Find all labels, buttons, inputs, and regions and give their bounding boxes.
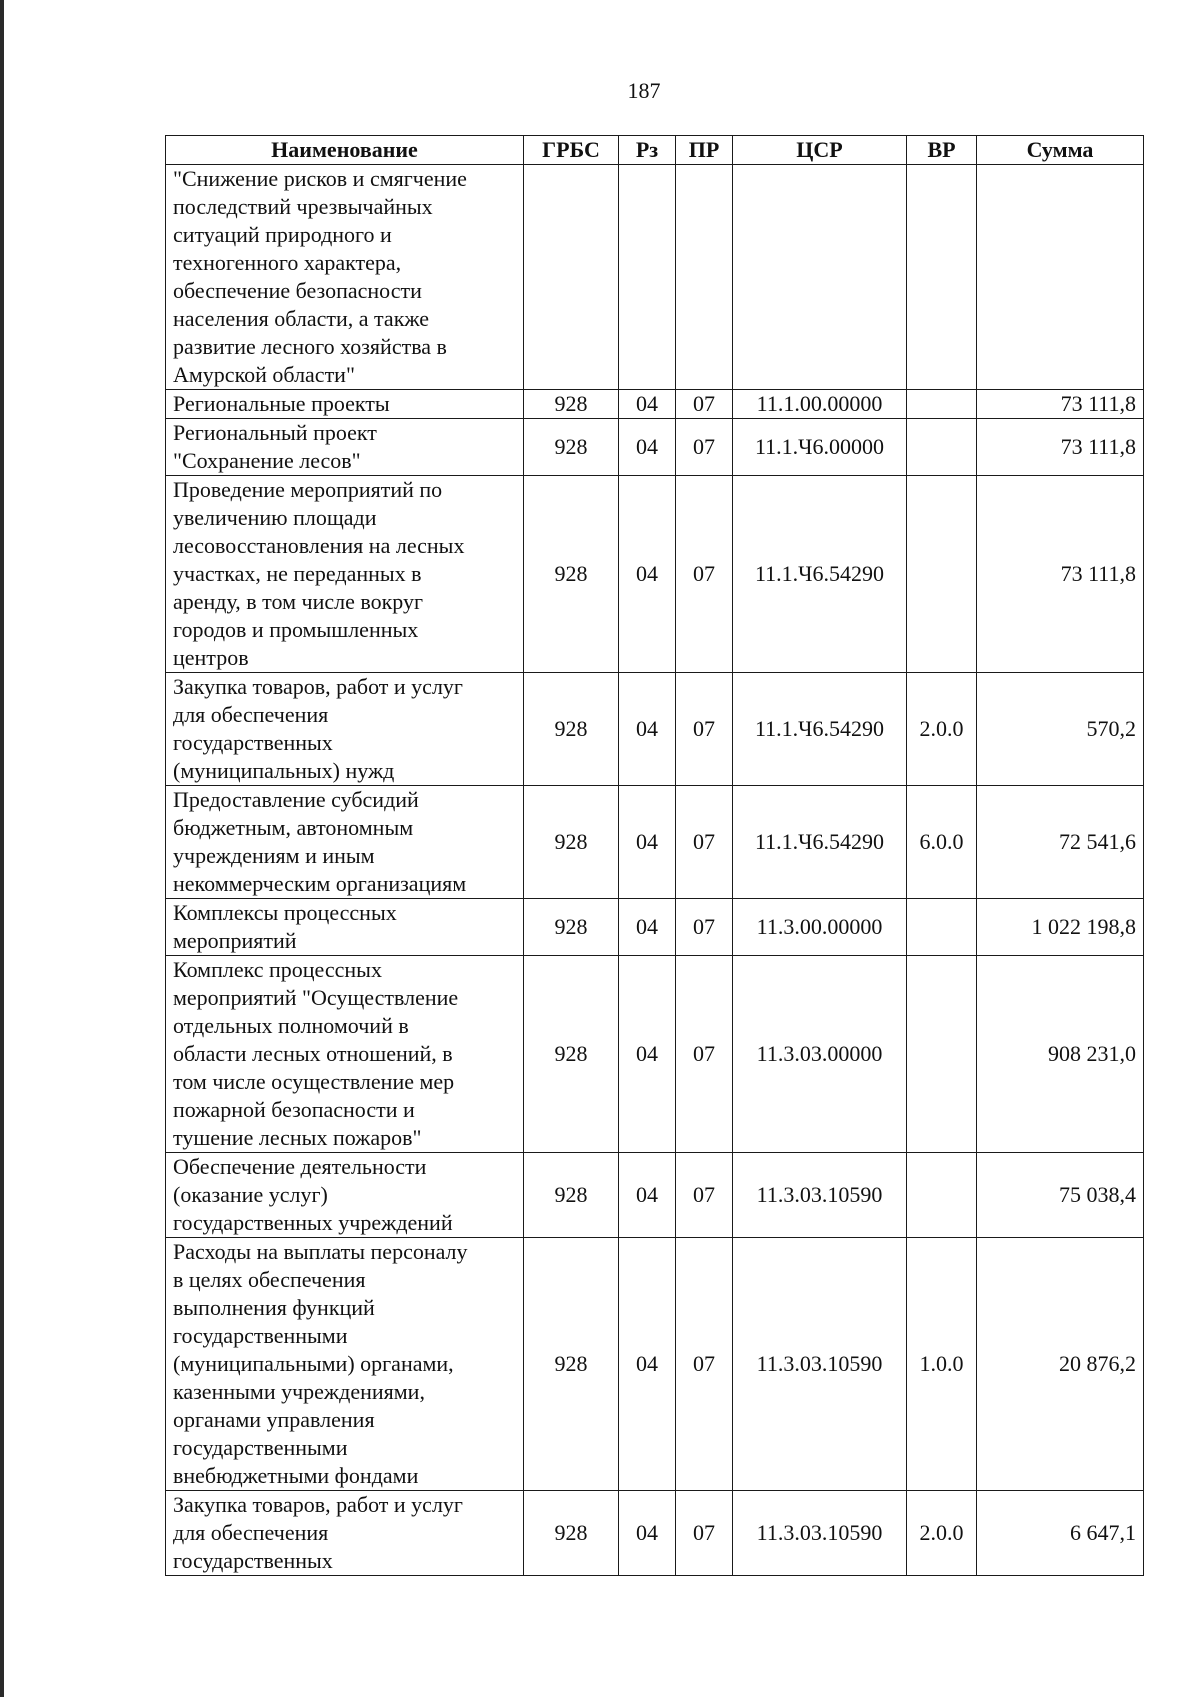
row-csr-cell: 11.3.03.10590 [733,1491,907,1576]
table-row [166,1153,1144,1238]
row-name-line: Региональный проект [173,420,377,445]
table-row [166,476,1144,673]
header-row [166,136,1144,165]
row-pr-cell: 07 [676,786,733,899]
row-sum-cell: 6 647,1 [977,1491,1144,1576]
row-name-line: государственных [173,1548,333,1573]
column-header-csr: ЦСР [733,136,907,165]
row-name-cell [166,673,524,786]
row-csr-cell [733,165,907,390]
table-row [166,390,1144,419]
row-name-line: ситуаций природного и [173,222,392,247]
row-rz-cell: 04 [619,1238,676,1491]
row-name-cell [166,956,524,1153]
row-vr-cell [907,899,977,956]
row-sum-cell: 570,2 [977,673,1144,786]
row-name-line: (муниципальными) органами, [173,1351,454,1376]
row-grbs-cell: 928 [524,390,619,419]
row-rz-cell [619,165,676,390]
row-sum-cell: 73 111,8 [977,476,1144,673]
row-pr-cell [676,165,733,390]
row-rz-cell: 04 [619,786,676,899]
row-name-line: увеличению площади [173,505,377,530]
row-grbs-cell: 928 [524,956,619,1153]
table-row [166,1491,1144,1576]
row-grbs-cell: 928 [524,1153,619,1238]
row-name-line: в целях обеспечения [173,1267,366,1292]
row-rz-cell: 04 [619,419,676,476]
row-name-line: государственными [173,1435,348,1460]
row-name-line: Расходы на выплаты персоналу [173,1239,468,1264]
row-vr-cell [907,1153,977,1238]
row-name-line: казенными учреждениями, [173,1379,425,1404]
row-name-line: органами управления [173,1407,375,1432]
row-name-line: пожарной безопасности и [173,1097,415,1122]
row-rz-cell: 04 [619,899,676,956]
row-pr-cell: 07 [676,476,733,673]
row-pr-cell: 07 [676,1153,733,1238]
row-sum-cell: 73 111,8 [977,390,1144,419]
row-sum-cell: 73 111,8 [977,419,1144,476]
row-name-line: для обеспечения [173,1520,329,1545]
table-row [166,786,1144,899]
column-header-rz: Рз [619,136,676,165]
row-name-cell [166,899,524,956]
row-vr-cell [907,390,977,419]
row-rz-cell: 04 [619,1153,676,1238]
row-csr-cell: 11.3.00.00000 [733,899,907,956]
row-vr-cell: 6.0.0 [907,786,977,899]
row-name-line: для обеспечения [173,702,329,727]
row-grbs-cell: 928 [524,419,619,476]
row-grbs-cell [524,165,619,390]
row-name-line: центров [173,645,249,670]
row-grbs-cell: 928 [524,673,619,786]
row-name-line: Закупка товаров, работ и услуг [173,674,463,699]
row-name-line: Предоставление субсидий [173,787,419,812]
table-row [166,165,1144,390]
row-pr-cell: 07 [676,1491,733,1576]
row-name-line: обеспечение безопасности [173,278,422,303]
table-row [166,419,1144,476]
page-number: 187 [627,78,661,103]
row-name-cell [166,1491,524,1576]
row-sum-cell: 1 022 198,8 [977,899,1144,956]
row-name-line: "Сохранение лесов" [173,448,361,473]
row-pr-cell: 07 [676,673,733,786]
row-rz-cell: 04 [619,1491,676,1576]
row-rz-cell: 04 [619,390,676,419]
row-name-line: последствий чрезвычайных [173,194,433,219]
row-name-line: техногенного характера, [173,250,402,275]
table-row [166,1238,1144,1491]
row-name-line: тушение лесных пожаров" [173,1125,422,1150]
row-rz-cell: 04 [619,956,676,1153]
column-header-name: Наименование [166,136,524,165]
row-name-line: учреждениям и иным [173,843,375,868]
row-name-cell [166,786,524,899]
row-name-line: внебюджетными фондами [173,1463,419,1488]
row-name-line: городов и промышленных [173,617,419,642]
row-sum-cell: 72 541,6 [977,786,1144,899]
row-name-line: населения области, а также [173,306,430,331]
row-name-cell [166,419,524,476]
row-sum-cell: 75 038,4 [977,1153,1144,1238]
row-name-line: развитие лесного хозяйства в [173,334,447,359]
row-name-line: Обеспечение деятельности [173,1154,427,1179]
row-vr-cell: 2.0.0 [907,1491,977,1576]
row-csr-cell: 11.1.Ч6.54290 [733,673,907,786]
scan-edge [0,0,4,1697]
row-name-cell [166,390,524,419]
row-vr-cell [907,956,977,1153]
row-vr-cell: 2.0.0 [907,673,977,786]
row-name-line: выполнения функций [173,1295,375,1320]
table-header [166,136,1144,165]
table-row [166,956,1144,1153]
row-name-cell [166,1153,524,1238]
row-name-line: лесовосстановления на лесных [173,533,465,558]
row-grbs-cell: 928 [524,1238,619,1491]
row-name-line: мероприятий "Осуществление [173,985,459,1010]
row-name-line: области лесных отношений, в [173,1041,453,1066]
row-name-cell [166,165,524,390]
row-rz-cell: 04 [619,476,676,673]
row-csr-cell: 11.1.00.00000 [733,390,907,419]
table-row [166,673,1144,786]
table-row [166,899,1144,956]
row-vr-cell [907,419,977,476]
row-name-line: участках, не переданных в [173,561,422,586]
row-name-line: Амурской области" [173,362,355,387]
row-vr-cell [907,165,977,390]
row-name-line: государственными [173,1323,348,1348]
row-pr-cell: 07 [676,956,733,1153]
row-name-line: Комплексы процессных [173,900,397,925]
row-pr-cell: 07 [676,1238,733,1491]
row-vr-cell: 1.0.0 [907,1238,977,1491]
row-sum-cell: 908 231,0 [977,956,1144,1153]
row-sum-cell [977,165,1144,390]
row-vr-cell [907,476,977,673]
table-body [166,165,1144,1576]
budget-table [165,135,1144,1576]
row-name-line: Региональные проекты [173,391,390,416]
column-header-vr: ВР [907,136,977,165]
row-csr-cell: 11.1.Ч6.54290 [733,786,907,899]
row-name-line: "Снижение рисков и смягчение [173,166,467,191]
row-sum-cell: 20 876,2 [977,1238,1144,1491]
column-header-grbs: ГРБС [524,136,619,165]
row-name-line: том числе осуществление мер [173,1069,455,1094]
row-name-line: Закупка товаров, работ и услуг [173,1492,463,1517]
row-grbs-cell: 928 [524,899,619,956]
row-rz-cell: 04 [619,673,676,786]
row-pr-cell: 07 [676,899,733,956]
row-name-line: некоммерческим организациям [173,871,467,896]
row-name-line: отдельных полномочий в [173,1013,409,1038]
row-name-line: государственных [173,730,333,755]
row-csr-cell: 11.1.Ч6.00000 [733,419,907,476]
row-csr-cell: 11.3.03.10590 [733,1153,907,1238]
row-name-line: мероприятий [173,928,297,953]
row-name-line: бюджетным, автономным [173,815,414,840]
column-header-sum: Сумма [977,136,1144,165]
row-name-line: государственных учреждений [173,1210,453,1235]
row-name-line: аренду, в том числе вокруг [173,589,424,614]
row-name-cell [166,476,524,673]
row-pr-cell: 07 [676,390,733,419]
row-grbs-cell: 928 [524,786,619,899]
row-pr-cell: 07 [676,419,733,476]
row-grbs-cell: 928 [524,476,619,673]
row-name-cell [166,1238,524,1491]
row-csr-cell: 11.3.03.10590 [733,1238,907,1491]
row-name-line: Проведение мероприятий по [173,477,443,502]
row-csr-cell: 11.1.Ч6.54290 [733,476,907,673]
row-grbs-cell: 928 [524,1491,619,1576]
row-name-line: Комплекс процессных [173,957,382,982]
column-header-pr: ПР [676,136,733,165]
row-name-line: (оказание услуг) [173,1182,328,1207]
row-csr-cell: 11.3.03.00000 [733,956,907,1153]
row-name-line: (муниципальных) нужд [173,758,395,783]
